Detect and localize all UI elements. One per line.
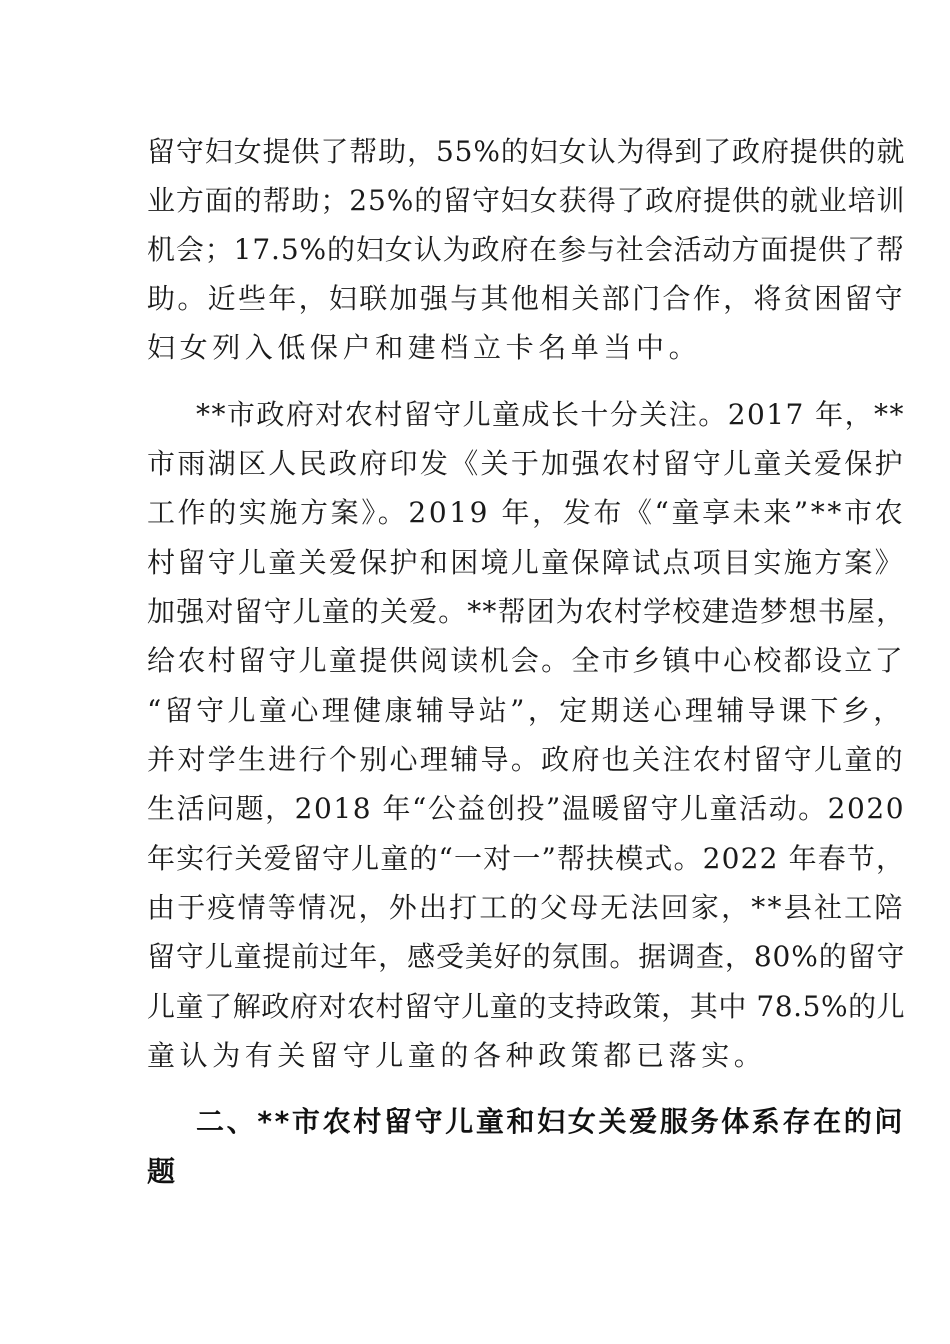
paragraph-2-line: 加强对留守儿童的关爱。**帮团为农村学校建造梦想书屋， xyxy=(147,595,906,628)
paragraph-2-line: “留守儿童心理健康辅导站”，定期送心理辅导课下乡， xyxy=(147,694,905,727)
paragraph-1-line: 妇女列入低保户和建档立卡名单当中。 xyxy=(147,331,702,364)
paragraph-1-line: 留守妇女提供了帮助，55%的妇女认为得到了政府提供的就 xyxy=(147,135,906,168)
paragraph-2-line: 留守儿童提前过年，感受美好的氛围。据调查，80%的留守 xyxy=(147,940,906,973)
paragraph-2-line: 由于疫情等情况，外出打工的父母无法回家，**县社工陪 xyxy=(147,891,905,924)
paragraph-2-line: 村留守儿童关爱保护和困境儿童保障试点项目实施方案》 xyxy=(147,546,906,579)
section-heading-continued: 题 xyxy=(147,1155,179,1188)
paragraph-1-line: 机会；17.5%的妇女认为政府在参与社会活动方面提供了帮 xyxy=(147,233,905,266)
paragraph-1-line: 业方面的帮助；25%的留守妇女获得了政府提供的就业培训 xyxy=(147,184,906,217)
section-heading: 二、**市农村留守儿童和妇女关爱服务体系存在的问 xyxy=(196,1105,906,1138)
paragraph-2-line: 给农村留守儿童提供阅读机会。全市乡镇中心校都设立了 xyxy=(147,644,906,677)
paragraph-2-line: 工作的实施方案》。2019 年，发布《“童享未来”**市农 xyxy=(147,496,906,529)
paragraph-1-line: 助。近些年，妇联加强与其他相关部门合作，将贫困留守 xyxy=(147,282,906,315)
paragraph-2-line: 并对学生进行个别心理辅导。政府也关注农村留守儿童的 xyxy=(147,743,906,776)
paragraph-2-line: 市雨湖区人民政府印发《关于加强农村留守儿童关爱保护 xyxy=(147,447,906,480)
paragraph-2-line: 儿童了解政府对农村留守儿童的支持政策，其中 78.5%的儿 xyxy=(147,990,906,1023)
paragraph-2-line: 生活问题，2018 年“公益创投”温暖留守儿童活动。2020 xyxy=(147,792,906,825)
paragraph-2-line: 年实行关爱留守儿童的“一对一”帮扶模式。2022 年春节， xyxy=(147,842,906,875)
paragraph-2-line: 童认为有关留守儿童的各种政策都已落实。 xyxy=(147,1039,767,1072)
paragraph-2-line: **市政府对农村留守儿童成长十分关注。2017 年，** xyxy=(196,398,905,431)
